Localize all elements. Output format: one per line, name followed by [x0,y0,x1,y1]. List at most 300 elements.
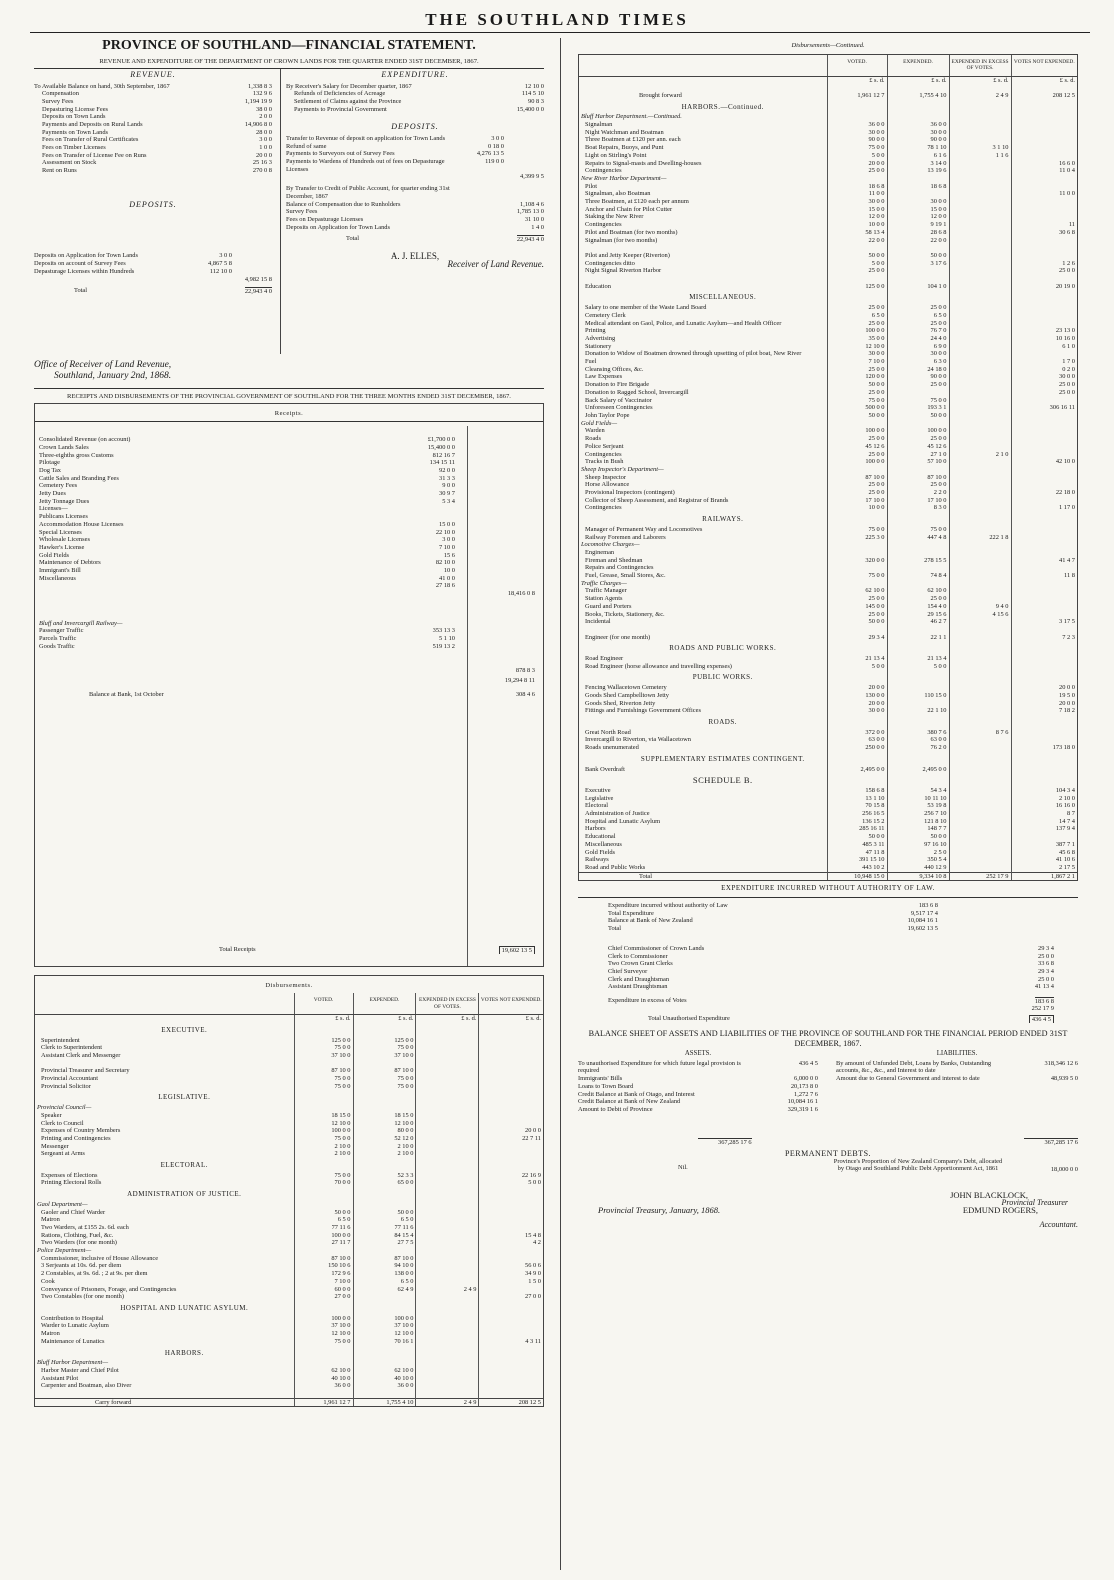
table-row [35,1067,543,1075]
amount-n [479,1075,543,1083]
amount-v: 2 10 0 [294,1150,353,1158]
total-row [579,872,1077,880]
amount-x [949,618,1011,626]
revenue-line-label: Fees on Transfer of Rural Certificates [42,136,139,144]
spacer-row [579,244,1077,252]
amount-v: 100 0 0 [827,458,887,466]
amount-e: 70 16 1 [353,1338,416,1346]
row-label: Bank Overdraft [585,765,625,773]
exp-transfer-line-amount: 31 10 0 [524,215,544,223]
table-row [579,833,1077,841]
table-row [579,229,1077,237]
amount-e: 154 4 0 [887,603,949,611]
exp-deposit-line-amount: 4,276 13 5 [476,150,504,158]
amount-x [949,849,1011,857]
row-label: Books, Tickets, Stationery, &c. [585,610,665,618]
amount-n [1011,481,1077,489]
unauthorised-item-label: Clerk to Commissioner [608,952,668,960]
amount-e: 100 0 0 [887,427,949,435]
amount-x [949,766,1011,774]
table-row [579,557,1077,565]
row-label: Expenses of Country Members [41,1127,121,1135]
row-label: Horse Allowance [585,481,630,489]
amount-e: 100 0 0 [353,1315,416,1323]
receipt-line-label: Accommodation House Licenses [39,520,124,528]
amount-n [1011,183,1077,191]
table-row [579,160,1077,168]
unauthorised-item-amount: 25 0 0 [1038,975,1054,983]
spacer-row [579,84,1077,92]
row-label: Contingencies [585,504,622,512]
amount-x [949,381,1011,389]
amount-x [416,1293,479,1301]
section-row [579,290,1077,304]
amount-e [887,684,949,692]
receipts-title: RECEIPTS AND DISBURSEMENTS OF THE PROVINCIAL GOVERNMENT OF SOUTHLAND FOR THE THREE MONTHS ENDED 31ST DECEMBER, 1867. [67,392,511,400]
amount-v: 25 0 0 [827,611,887,619]
expenditure-line [286,83,544,91]
revenue-line-amount: 14,906 8 0 [244,120,272,128]
table-row [35,1278,543,1286]
revenue-line-label: Payments and Deposits on Rural Lands [42,120,143,128]
amount-v: 2,495 0 0 [827,766,887,774]
revenue-line-amount: 3 0 0 [259,136,272,144]
table-row [579,497,1077,505]
amount-e: 63 0 0 [887,736,949,744]
amount-n [1011,549,1077,557]
unauthorised-item [608,960,1054,968]
amount-n [1011,312,1077,320]
receipt-line-amount: £1,700 0 0 [427,436,455,444]
exp-deposits-total: 4,399 9 5 [520,173,544,181]
revenue-line-amount: 1,338 8 3 [248,82,272,90]
amount-n [479,1330,543,1338]
row-label: Provincial Treasurer and Secretary [41,1067,130,1075]
section-row [579,715,1077,729]
subheading: Bluff Harbor Department— [37,1359,109,1367]
asset-line-amount: 1,272 7 6 [794,1090,818,1098]
table-row [579,190,1077,198]
amount-v: 50 0 0 [827,833,887,841]
row-label: Roads [585,435,601,443]
table-row [579,167,1077,175]
revenue-side [34,69,272,295]
amount-e: 36 0 0 [887,121,949,129]
amount-e: 13 19 6 [887,167,949,175]
rev-deposit-line-amount: 3 0 0 [219,252,232,260]
table-row [579,389,1077,397]
amount-n: 7 2 3 [1011,634,1077,642]
railway-line-label: Parcels Traffic [39,635,77,643]
table-row [579,603,1077,611]
exp-deposit-line-label: Payments to Wardens of Hundreds out of fees on Depasturage Licenses [286,158,445,173]
masthead-rule [30,32,1090,33]
amount-v [827,564,887,572]
asset-line-amount: 10,084 16 1 [787,1098,818,1106]
amount-v: 25 0 0 [827,320,887,328]
row-label: Printing Electoral Rolls [41,1179,102,1187]
subheading: Police Department— [37,1247,92,1255]
table-row [35,1135,543,1143]
exp-transfer-line [286,201,544,209]
exp-transfer-line-amount: 1,108 4 6 [520,200,544,208]
amount-v: 36 0 0 [294,1382,353,1390]
amount-n [1011,136,1077,144]
receipt-line-amount: 15 0 0 [439,520,455,528]
unauthorised-line-amount: 19,602 13 5 [907,925,938,933]
amount-x [949,549,1011,557]
amount-x [416,1075,479,1083]
amount-n [479,1315,543,1323]
treasury-date: Provincial Treasury, January, 1868. [598,1205,721,1216]
amount-v: 18 15 0 [294,1112,353,1120]
table-row [579,443,1077,451]
amount-v: 20 0 0 [827,700,887,708]
balance-line: Balance at Bank, 1st October 308 4 6 [89,690,535,698]
amount-v: 158 6 8 [827,787,887,795]
statement-title: PROVINCE OF SOUTHLAND—FINANCIAL STATEMENT. [102,38,476,53]
amount-v: 21 13 4 [827,655,887,663]
amount-v: 125 0 0 [294,1037,353,1045]
amount-x [949,443,1011,451]
table-row [579,864,1077,872]
revenue-line [34,159,272,167]
table-row [35,1286,543,1294]
amount-e: 12 0 0 [887,213,949,221]
amount-e: 50 0 0 [887,252,949,260]
disbursements-table: VOTED. EXPENDED. EXPENDED IN EXCESS OF VOTES. VOTES NOT EXPENDED. £ s. d. £ s. d. £ s. d. £ s. d. EXECUTIVE. Superintendent 125 0 0 125 0 0 Clerk to Superintendent 75 0 0 75 0 0 Assistant Clerk and Messenger 37 10 0 37 10 0 Provincial Treasurer and Secretary 87 10 0 87 10 0 Provincial Accountant 75 0 0 75 0 0 Provincial Solicitor 75 0 0 75 0 0 LEGISLATIVE. Provincial Council— Speaker 18 15 0 18 15 0 Clerk to Council 12 10 0 12 10 0 Expenses of Country Members 100 0 0 80 0 0 20 0 0 Printing and Contingencies 75 0 0 52 12 0 22 7 11 Messenger 2 10 0 2 10 0 Sergeant at Arms 2 10 0 2 10 0 ELECTORAL. Expenses of Elections 75 0 0 52 3 3 22 16 9 Printing Electoral Rolls 70 0 0 65 0 0 5 0 0 ADMINISTRATION OF JUSTICE. Gaol Department— Gaoler and Chief Warder 50 0 0 50 0 0 Matron 6 5 0 6 5 0 Two Warders, at £155 2s. 6d. each 77 11 6 77 11 6 Rations, Clothing, Fuel, &c. 100 0 0 84 15 4 15 4 8 Two Warders (for one month) 27 11 7 27 7 5 4 2 Police Department— Commissioner, inclusive of House Allowance 87 10 0 87 10 0 3 Serjeants at 10s. 6d. per diem 150 10 6 94 10 0 56 0 6 2 Constables, at 9s. 6d. ; 2 at 9s. per diem 172 9 6 138 0 0 34 9 0 Cook 7 10 0 6 5 0 1 5 0 Conveyance of Prisoners, Forage, and Contingencies 60 0 0 62 4 9 2 4 9 Two Constables (for one month) 27 0 0 27 0 0 HOSPITAL AND LUNATIC ASYLUM. Contribution to Hospital 100 0 0 100 0 0 Warder to Lunatic Asylum 37 10 0 37 10 0 Matron 12 10 0 12 10 0 Maintenance of Lunatics 75 0 0 70 16 1 4 3 11 HARBORS. Bluff Harbor Department— Harbor Master and Chief Pilot 62 10 0 62 10 0 Assistant Pilot 40 10 0 40 10 0 Carpenter and Boatman, also Diver 36 0 0 36 0 0 Carry forward 1,961 12 7 1,755 4 10 2 4 9 208 12 5 [35,993,543,1406]
table-row [579,766,1077,774]
row-label: Cleansing Offices, &c. [585,365,644,373]
amount-e: 22 1 1 [887,634,949,642]
amount-n: 22 16 9 [479,1172,543,1180]
table-row [579,787,1077,795]
amount-v: 225 3 0 [827,534,887,542]
amount-x [949,252,1011,260]
amount-e: 76 7 0 [887,327,949,335]
section-row [35,1023,543,1037]
revenue-line-label: Rent on Runs [42,167,77,175]
table-row [579,451,1077,459]
row-label: Educational [585,833,616,841]
total-row [35,1398,543,1406]
table-row [35,1172,543,1180]
table-row [35,1322,543,1330]
railway-line-amount: 519 13 2 [432,642,455,650]
table-row [35,1224,543,1232]
subheading-row [579,175,1077,183]
receipt-line-amount: 15 6 [443,551,455,559]
amount-x [416,1239,479,1247]
amount-n [1011,152,1077,160]
liabilities-lines [836,1060,1078,1083]
amount-e: 37 10 0 [353,1052,416,1060]
receipt-line-label: Special Licenses [39,528,82,536]
receipt-line-amount: 82 10 0 [435,559,455,567]
row-label: Railways [585,856,609,864]
amount-e: 54 3 4 [887,787,949,795]
amount-x [949,810,1011,818]
amount-x [949,320,1011,328]
amount-e [887,700,949,708]
exp-deposits-header: DEPOSITS. [391,122,439,132]
row-label: Roads unenumerated [585,744,639,752]
role-accountant: Accountant. [1039,1220,1078,1230]
receipt-line-label: Cemetery Fees [39,482,78,490]
amount-x [949,237,1011,245]
revenue-line-label: To Available Balance on hand, 30th September, 1867 [34,82,170,90]
amount-n [479,1067,543,1075]
amount-x [949,557,1011,565]
amount-x [416,1143,479,1151]
revenue-line [34,83,272,91]
table-row [579,810,1077,818]
table-row [579,404,1077,412]
amount-x [949,213,1011,221]
row-label: Boat Repairs, Buoys, and Punt [585,144,664,152]
asset-line-amount: 436 4 5 [798,1059,818,1067]
table-row [35,1262,543,1270]
masthead: THE SOUTHLAND TIMES [425,10,689,29]
amount-v: 5 0 0 [827,663,887,671]
amount-v: 62 10 0 [294,1367,353,1375]
row-label: Medical attendant on Gaol, Police, and Lunatic Asylum—and Health Officer [585,319,782,327]
amount-v: 25 0 0 [827,489,887,497]
revenue-line-label: Depasturing License Fees [42,105,109,113]
amount-n: 11 0 4 [1011,167,1077,175]
table-row [35,1075,543,1083]
table-row [579,343,1077,351]
amount-x [949,190,1011,198]
unauthorised-item-label: Assistant Draughtsman [608,983,668,991]
amount-v: 75 0 0 [294,1172,353,1180]
amount-n [1011,213,1077,221]
row-label: Back Salary of Vaccinator [585,396,652,404]
amount-v: 22 0 0 [827,237,887,245]
amount-v: 485 3 11 [827,841,887,849]
row-label: Education [585,282,611,290]
amount-n: 4 3 11 [479,1338,543,1346]
amount-n: 1 2 6 [1011,260,1077,268]
amount-x [416,1044,479,1052]
amount-v: 25 0 0 [827,481,887,489]
section-heading: SCHEDULE B. [692,775,753,786]
table-row [579,136,1077,144]
subheading-row [35,1104,543,1112]
table-row [579,618,1077,626]
amount-x [949,825,1011,833]
row-label: Printing and Contingencies [41,1134,111,1142]
row-label: Donation to Widow of Boatmen drowned through upsetting of pilot boat, New River [585,350,802,358]
amount-x [949,366,1011,374]
amount-x [416,1179,479,1187]
amount-n [1011,350,1077,358]
amount-e: 125 0 0 [353,1037,416,1045]
amount-v: 285 16 11 [827,825,887,833]
receipt-line [39,575,539,583]
amount-x [416,1209,479,1217]
subheading: Bluff Harbor Department.—Continued. [581,113,682,121]
rev-deposits-total: 4,982 15 8 [244,275,272,283]
amount-n: 1 7 0 [1011,358,1077,366]
table-row [579,213,1077,221]
amount-x [416,1262,479,1270]
unauthorised-line [608,902,1058,910]
permanent-debts: Nil. Province's Proportion of New Zealand Company's Debt, allocated by Otago and Southland Public Debt Apportionment Act, 1861 18,000 0 0 [678,1157,1078,1173]
amount-v: 75 0 0 [294,1135,353,1143]
amount-v: 75 0 0 [294,1338,353,1346]
row-label: Collector of Sheep Assessment, and Registrar of Brands [585,496,729,504]
left-column [34,36,544,1571]
amount-x [949,458,1011,466]
receipt-line [39,529,539,537]
receipt-line-amount: 134 15 11 [429,459,455,467]
row-label: Engineer (for one month) [585,633,651,641]
amount-n [1011,320,1077,328]
amount-v: 250 0 0 [827,744,887,752]
expenditure-line-amount: 90 8 3 [528,97,544,105]
row-label: Manager of Permanent Way and Locomotives [585,525,703,533]
amount-e: 25 0 0 [887,481,949,489]
row-label: Donation to Fire Brigade [585,381,650,389]
amount-e: 80 0 0 [353,1127,416,1135]
amount-n [1011,129,1077,137]
amount-n: 173 18 0 [1011,744,1077,752]
total-receipts: Total Receipts 19,602 13 5 [39,946,539,954]
amount-e: 110 15 0 [887,692,949,700]
liability-line [836,1060,1078,1075]
amount-e: 12 10 0 [353,1330,416,1338]
table-row [579,252,1077,260]
amount-v: 37 10 0 [294,1322,353,1330]
section-heading: SUPPLEMENTARY ESTIMATES CONTINGENT. [640,754,805,763]
unauthorised-line-amount: 183 6 8 [918,902,938,910]
amount-x [949,229,1011,237]
amount-e: 84 15 4 [353,1232,416,1240]
amount-e: 6 5 0 [353,1278,416,1286]
amount-v: 17 10 0 [827,497,887,505]
amount-n [479,1322,543,1330]
receipt-line-amount: 10 0 [443,566,455,574]
amount-v: 100 0 0 [294,1127,353,1135]
amount-n [479,1037,543,1045]
unauthorised-item-amount: 29 3 4 [1038,967,1054,975]
amount-x [416,1224,479,1232]
unauthorised-title: EXPENDITURE INCURRED WITHOUT AUTHORITY OF LAW. [721,884,935,893]
amount-n: 25 0 0 [1011,267,1077,275]
row-label: Clerk to Council [41,1119,84,1127]
units-row: £ s. d. £ s. d. £ s. d. £ s. d. [35,1015,543,1023]
amount-v: 100 0 0 [827,427,887,435]
receipt-line [39,567,539,575]
receipt-line [39,552,539,560]
amount-v: 136 15 2 [827,818,887,826]
amount-e: 350 5 4 [887,856,949,864]
table-row [579,412,1077,420]
amount-e: 30 0 0 [887,198,949,206]
revenue-line-amount: 2 0 0 [259,113,272,121]
amount-x: 2 4 9 [416,1286,479,1294]
table-row [579,427,1077,435]
receipt-line-label: Publicans Licenses [39,513,88,521]
amount-e: 76 2 0 [887,744,949,752]
section-row [579,100,1077,114]
amount-v: 7 10 0 [827,358,887,366]
row-label: Police Serjeant [585,442,624,450]
amount-v: 25 0 0 [827,451,887,459]
amount-e: 74 8 4 [887,572,949,580]
row-label: Carry forward [35,1398,294,1406]
amount-v: 50 0 0 [294,1209,353,1217]
amount-e: 2,495 0 0 [887,766,949,774]
row-label: Maintenance of Lunatics [41,1337,105,1345]
assets-lines [578,1060,818,1114]
table-row [579,327,1077,335]
rev-deposit-line-label: Depasturage Licenses within Hundreds [34,267,135,275]
revenue-line [34,106,272,114]
amount-v: 29 3 4 [827,634,887,642]
amount-x [416,1120,479,1128]
row-label: Fireman and Shedman [585,556,643,564]
row-label: Matron [41,1216,60,1224]
table-row [579,267,1077,275]
revenue-line-amount: 1 0 0 [259,144,272,151]
amount-v: 50 0 0 [827,252,887,260]
table-row [579,818,1077,826]
row-label: Miscellaneous [585,840,622,848]
section-heading: HARBORS. [164,1348,204,1357]
amount-n [479,1052,543,1060]
unauthorised-item-label: Chief Commissioner of Crown Lands [608,944,705,952]
table-row [579,795,1077,803]
asset-line-amount: 329,319 1 6 [787,1105,818,1113]
receipt-line-label: Cattle Sales and Branding Fees [39,474,119,482]
expenditure-line-amount: 114 5 10 [521,90,544,98]
exp-transfer-lines [286,185,544,231]
table-row [579,684,1077,692]
exp-transfer-line-label: Survey Fees [286,208,318,216]
signer-name: A. J. ELLES, [390,251,440,262]
balance-sheet [578,1048,1078,1136]
amount-n [479,1255,543,1263]
amount-e: 62 10 0 [353,1367,416,1375]
amount-v: 6 5 0 [294,1216,353,1224]
table-row [579,373,1077,381]
table-row [579,283,1077,291]
table-row [35,1143,543,1151]
amount-n [479,1150,543,1158]
table-row [579,350,1077,358]
exp-deposit-line-label: Transfer to Revenue of deposit on application for Town Lands [286,134,446,142]
amount-e: 25 0 0 [887,320,949,328]
amount-e: 9,334 10 8 [887,872,949,880]
table-row [579,856,1077,864]
row-label: Great North Road [585,728,631,736]
row-label: Brought forward [639,91,682,99]
table-row [35,1232,543,1240]
amount-e: 440 12 9 [887,864,949,872]
receipts-running: 19,294 8 11 [504,677,535,685]
unauthorised-item-label: Chief Surveyor [608,967,648,975]
amount-e: 29 15 6 [887,611,949,619]
receipt-line [39,544,539,552]
amount-x [416,1278,479,1286]
exp-deposit-line [286,150,544,158]
amount-e: 18 6 8 [887,183,949,191]
unauthorised-item [608,953,1054,961]
revenue-line-label: Deposits on Town Lands [42,113,106,121]
table-row [579,587,1077,595]
